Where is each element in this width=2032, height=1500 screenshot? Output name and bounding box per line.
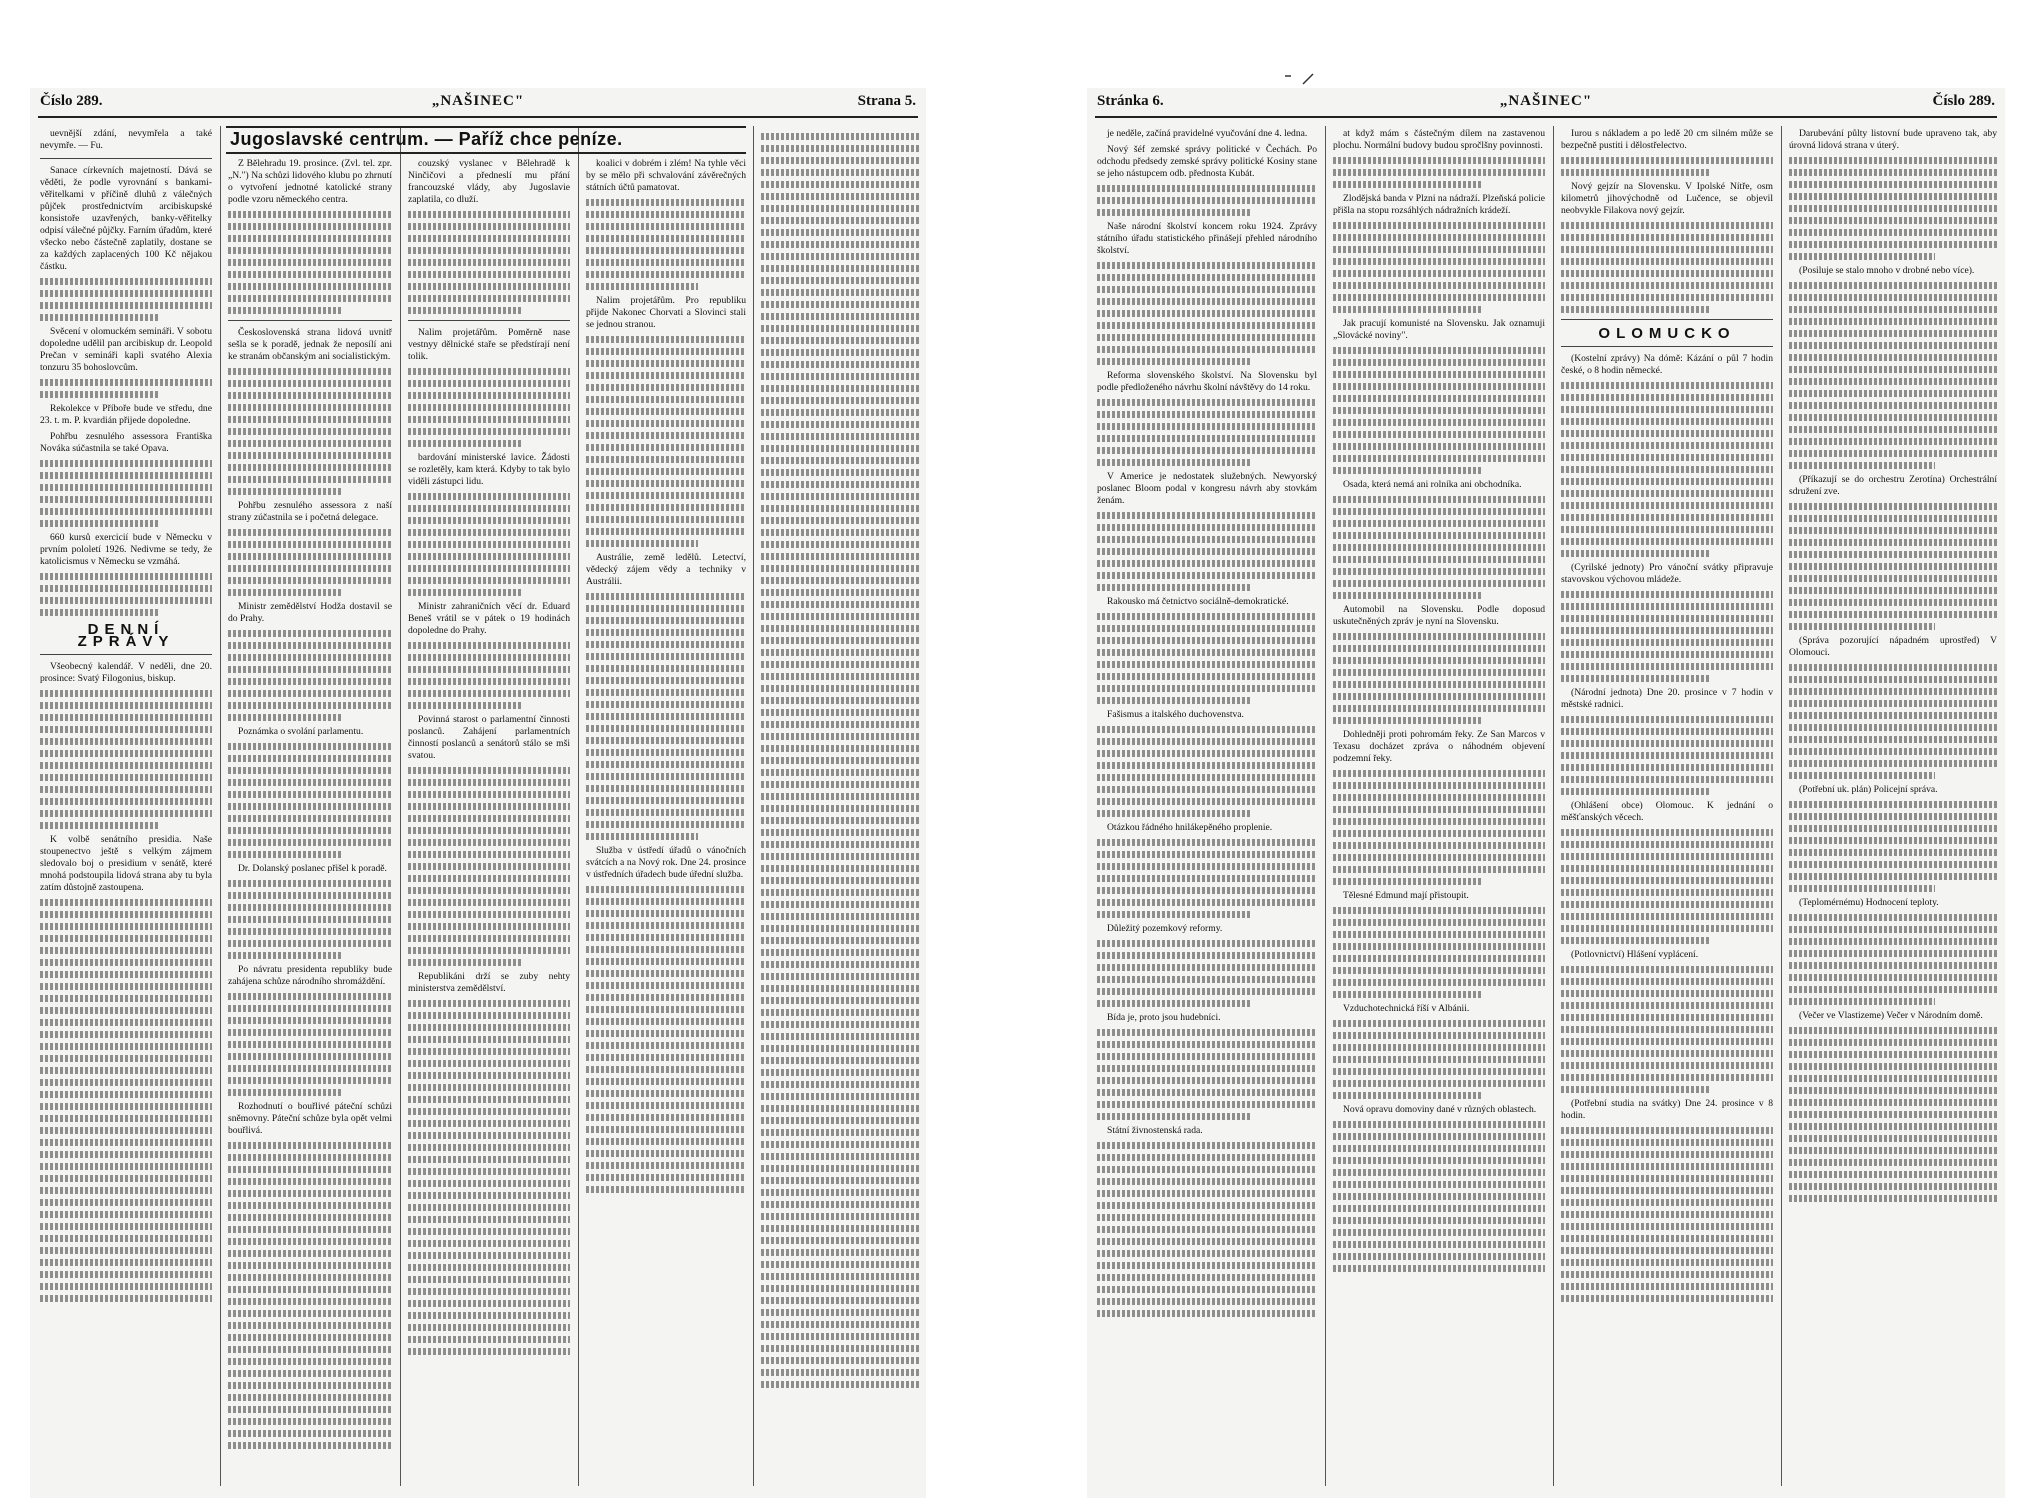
article-paragraph: Darubevání půlty listovní bude upraveno tak, aby úrovná lidová strana v úterý. <box>1789 128 1997 151</box>
article-paragraph: Nalim projetářům. Pro republiku přijde Nakonec Chorvati a Slovinci stali se jednou stranou. <box>586 295 746 330</box>
article-paragraph: Iurou s nákladem a po ledě 20 cm silném může se bezpečně pustiti i dělostřelectvo. <box>1561 128 1773 151</box>
olomoucko-section-title: OLOMUCKO <box>1598 325 1736 342</box>
article-paragraph: Naše národní školství koncem roku 1924. Zprávy státního úřadu statistického přinášejí přehled národního školství. <box>1097 221 1317 256</box>
article-paragraph: uevnější zdání, nevymřela a také nevymře. — Fu. <box>40 128 212 151</box>
article-paragraph: Austrálie, země ledělů. Letectví, vědecký zájem vědy a techniky v Austrálii. <box>586 552 746 587</box>
article-paragraph: Služba v ústředí úřadů o vánočních svátcích a na Nový rok. Dne 24. prosince v ústředních úřadech bude úřední služba. <box>586 845 746 880</box>
article-paragraph: Fašismus a italského duchovenstva. <box>1107 709 1244 720</box>
article-paragraph: Povinná starost o parlamentní činnosti poslanců. Zahájení parlamentních činností poslanců a senátorů stálo se mši svatou. <box>408 714 570 761</box>
article-paragraph: V Americe je nedostatek služebných. Newyorský poslanec Bloom podal v kongresu návrh aby stovkám ženám. <box>1097 471 1317 506</box>
article-paragraph: Po návratu presidenta republiky bude zahájena schůze národního shromáždění. <box>228 964 392 987</box>
left-page-header <box>30 93 926 115</box>
left-column-divider <box>220 126 221 1486</box>
left-column-divider <box>578 126 579 1486</box>
article-paragraph: (Posiluje se stalo mnoho v drobné nebo více). <box>1799 265 1975 276</box>
right-column-1 <box>1097 128 1317 1488</box>
article-paragraph: Pohřbu zesnulého assessora Františka Nováka súčastnila se také Opava. <box>40 431 212 454</box>
article-paragraph: K volbě senátního presidia. Naše stoupenectvo ještě s velkým zájmem sledovalo boj o presidium v senátě, které mnohá podstoupila lidová strana aby tu byla zatím důstojně zastoupena. <box>40 834 212 893</box>
article-paragraph: Nový šéf zemské správy politické v Čechách. Po odchodu předsedy zemské správy politické Kosiny stane se jeho nástupcem odb. přednosta Kubát. <box>1097 144 1317 179</box>
right-page-header <box>1087 93 2005 115</box>
article-paragraph: (Příkazují se do orchestru Zerotína) Orchestrální sdružení zve. <box>1789 474 1997 497</box>
left-column-2 <box>228 158 392 1488</box>
article-paragraph: Bída je, proto jsou hudebníci. <box>1107 1012 1221 1023</box>
article-paragraph: Všeobecný kalendář. V neděli, dne 20. prosince: Svatý Filogonius, biskup. <box>40 661 212 684</box>
left-header-rule <box>38 116 918 118</box>
left-masthead-title: „NAŠINEC" <box>431 93 525 109</box>
article-paragraph: koalici v dobrém i zlém! Na tyhle věci by se mělo při schvalování závěrečných státních účtů pamatovat. <box>586 158 746 193</box>
article-paragraph: bardování ministerské lavice. Žádosti se rozletěly, kam která. Kdyby to tak bylo viděli zástupci lidu. <box>408 452 570 487</box>
article-paragraph: (Teplomérnému) Hodnocení teploty. <box>1799 897 1939 908</box>
right-column-3 <box>1561 128 1773 1488</box>
headline-banner: Jugoslavské centrum. — Paříž chce peníze. <box>230 129 623 149</box>
article-paragraph: at když mám s částečným dílem na zastavenou plochu. Normální budovy budou spročlšny povinnosti. <box>1333 128 1545 151</box>
article-paragraph: Důležitý pozemkový reformy. <box>1107 923 1223 934</box>
right-column-4 <box>1789 128 1997 1488</box>
article-paragraph: (Správa pozorující nápadném uprostřed) V Olomouci. <box>1789 635 1997 658</box>
article-paragraph: Ministr zahraničních věcí dr. Eduard Beneš vrátil se v pátek o 19 hodinách dopoledne do Prahy. <box>408 601 570 636</box>
article-paragraph: Automobil na Slovensku. Podle doposud uskutečněných zpráv je nyní na Slovensku. <box>1333 604 1545 627</box>
right-column-divider <box>1553 126 1554 1486</box>
article-paragraph: Tělesné Edmund mají přistoupit. <box>1343 890 1469 901</box>
article-paragraph: Rakousko má četnictvo sociálně-demokratické. <box>1107 596 1289 607</box>
right-newspaper-page <box>1087 88 2005 1498</box>
article-paragraph: Republikáni drží se zuby nehty ministerstva zemědělství. <box>408 971 570 994</box>
right-masthead-title: „NAŠINEC" <box>1499 93 1593 109</box>
article-paragraph: Ministr zemědělství Hodža dostavil se do Prahy. <box>228 601 392 624</box>
left-column-4 <box>586 128 746 1488</box>
article-paragraph: (Cyrilské jednoty) Pro vánoční svátky připravuje stavovskou výchovou mládeže. <box>1561 562 1773 585</box>
article-paragraph: Poznámka o svolání parlamentu. <box>238 726 364 737</box>
article-paragraph: Rekolekce v Příboře bude ve středu, dne 23. t. m. P. kvardián přijede dopoledne. <box>40 403 212 426</box>
article-paragraph: 660 kursů exercicií bude v Německu v prvním pololetí 1926. Nedivme se tedy, že katolicismus v Německu se vzmáhá. <box>40 532 212 567</box>
left-column-5 <box>761 128 919 1488</box>
article-paragraph: Vzduchotechnická říší v Albánii. <box>1343 1003 1470 1014</box>
article-paragraph: Otázkou řádného hnilákepěného proplenie. <box>1107 822 1273 833</box>
left-newspaper-page <box>30 88 926 1498</box>
left-issue-number: Číslo 289. <box>40 93 103 109</box>
article-paragraph: (Kostelní zprávy) Na dómě: Kázání o půl 7 hodin české, o 8 hodin německé. <box>1561 353 1773 376</box>
article-paragraph: couzský vyslanec v Bělehradě k Ninčičovi a předneslí mu přání francouzské vlády, aby Jugoslavie zaplatila, co dluží. <box>408 158 570 205</box>
article-paragraph: Pohřbu zesnulého assessora z naší strany zúčastnila se i početná delegace. <box>228 500 392 523</box>
article-paragraph: (Potřební studia na svátky) Dne 24. prosince v 8 hodin. <box>1561 1098 1773 1121</box>
article-paragraph: (Národní jednota) Dne 20. prosince v 7 hodin v městské radnici. <box>1561 687 1773 710</box>
right-column-divider <box>1325 126 1326 1486</box>
article-paragraph: Rozhodnutí o bouřlivé páteční schůzi sněmovny. Páteční schůze byla opět velmi bouřlivá. <box>228 1101 392 1136</box>
article-paragraph: Zlodějská banda v Plzni na nádraží. Plzeňská policie přišla na stopu rozsáhlých nádražních krádeží. <box>1333 193 1545 216</box>
article-paragraph: Státní živnostenská rada. <box>1107 1125 1203 1136</box>
daily-news-section-title: DENNÍ ZPRÁVY <box>77 621 175 650</box>
article-paragraph: Dohledněji proti pohromám řeky. Ze San Marcos v Texasu docházet zpráva o náhodném objevení podzemní řeky. <box>1333 729 1545 764</box>
article-paragraph: (Večer ve Vlastizeme) Večer v Národním domě. <box>1799 1010 1983 1021</box>
right-header-rule <box>1095 116 1997 118</box>
article-paragraph: Sanace církevních majetností. Dává se věděti, že podle vyrovnání s bankami-věřitelkami v příčině dluhů z válečných půjček prostřednictvím arcibiskupské konsistoře uzavřených, banky-věřitelky odpisí válečné půjčky. Farním úřadům, které všecko nebo částečně zaplatily, dostane se za každých zaplacených 100 Kč nějakou částku. <box>40 165 212 272</box>
article-paragraph: (Potřební uk. plán) Policejní správa. <box>1799 784 1938 795</box>
article-paragraph: Nový gejzír na Slovensku. V Ipolské Nítře, osm kilometrů jihovýchodně od Lučence, se objevil neobvykle Filakova nový gejzír. <box>1561 181 1773 216</box>
article-paragraph: Z Bělehradu 19. prosince. (Zvl. tel. zpr. „N.") Na schůzi lidového klubu po zhrnutí o vytvoření jednotné katolické strany podle vzoru německého centra. <box>228 158 392 205</box>
article-paragraph: je neděle, začíná pravidelné vyučování dne 4. ledna. <box>1107 128 1308 139</box>
article-paragraph: Nová opravu domoviny dané v různých oblastech. <box>1343 1104 1537 1115</box>
left-column-3 <box>408 158 570 1488</box>
left-page-label: Strana 5. <box>857 93 916 109</box>
right-issue-number: Číslo 289. <box>1932 93 1995 109</box>
article-paragraph: (Potlovnictví) Hlášení vyplácení. <box>1571 949 1699 960</box>
handwritten-mark-icon <box>1283 72 1317 88</box>
article-paragraph: Osada, která nemá ani rolníka ani obchodníka. <box>1343 479 1522 490</box>
article-paragraph: Československá strana lidová uvnitř sešla se k poradě, jednak že neposílí ani ke stranám občanským ani socialistickým. <box>228 327 392 362</box>
right-column-divider <box>1781 126 1782 1486</box>
article-paragraph: Nalim projetářům. Poměrně nase vestnyy dělnické staře se předstírají není tolik. <box>408 327 570 362</box>
article-paragraph: (Ohlášení obce) Olomouc. K jednání o měšťanských věcech. <box>1561 800 1773 823</box>
right-column-2 <box>1333 128 1545 1488</box>
article-paragraph: Dr. Dolanský poslanec přišel k poradě. <box>238 863 387 874</box>
left-column-divider <box>400 126 401 1486</box>
right-page-label: Stránka 6. <box>1097 93 1164 109</box>
article-paragraph: Jak pracují komunisté na Slovensku. Jak oznamuji „Slovácké noviny". <box>1333 318 1545 341</box>
article-paragraph: Reforma slovenského školství. Na Slovensku byl podle předloženého návrhu školní návštěvy do 14 roku. <box>1097 370 1317 393</box>
page-gutter <box>950 88 1062 1498</box>
left-column-divider <box>753 126 754 1486</box>
article-paragraph: Svěcení v olomuckém semináři. V sobotu dopoledne udělil pan arcibiskup dr. Leopold Prečan v semináři kapli svatého Alexia tonzuru 35 bohoslovcům. <box>40 326 212 373</box>
left-column-1 <box>40 128 212 1488</box>
